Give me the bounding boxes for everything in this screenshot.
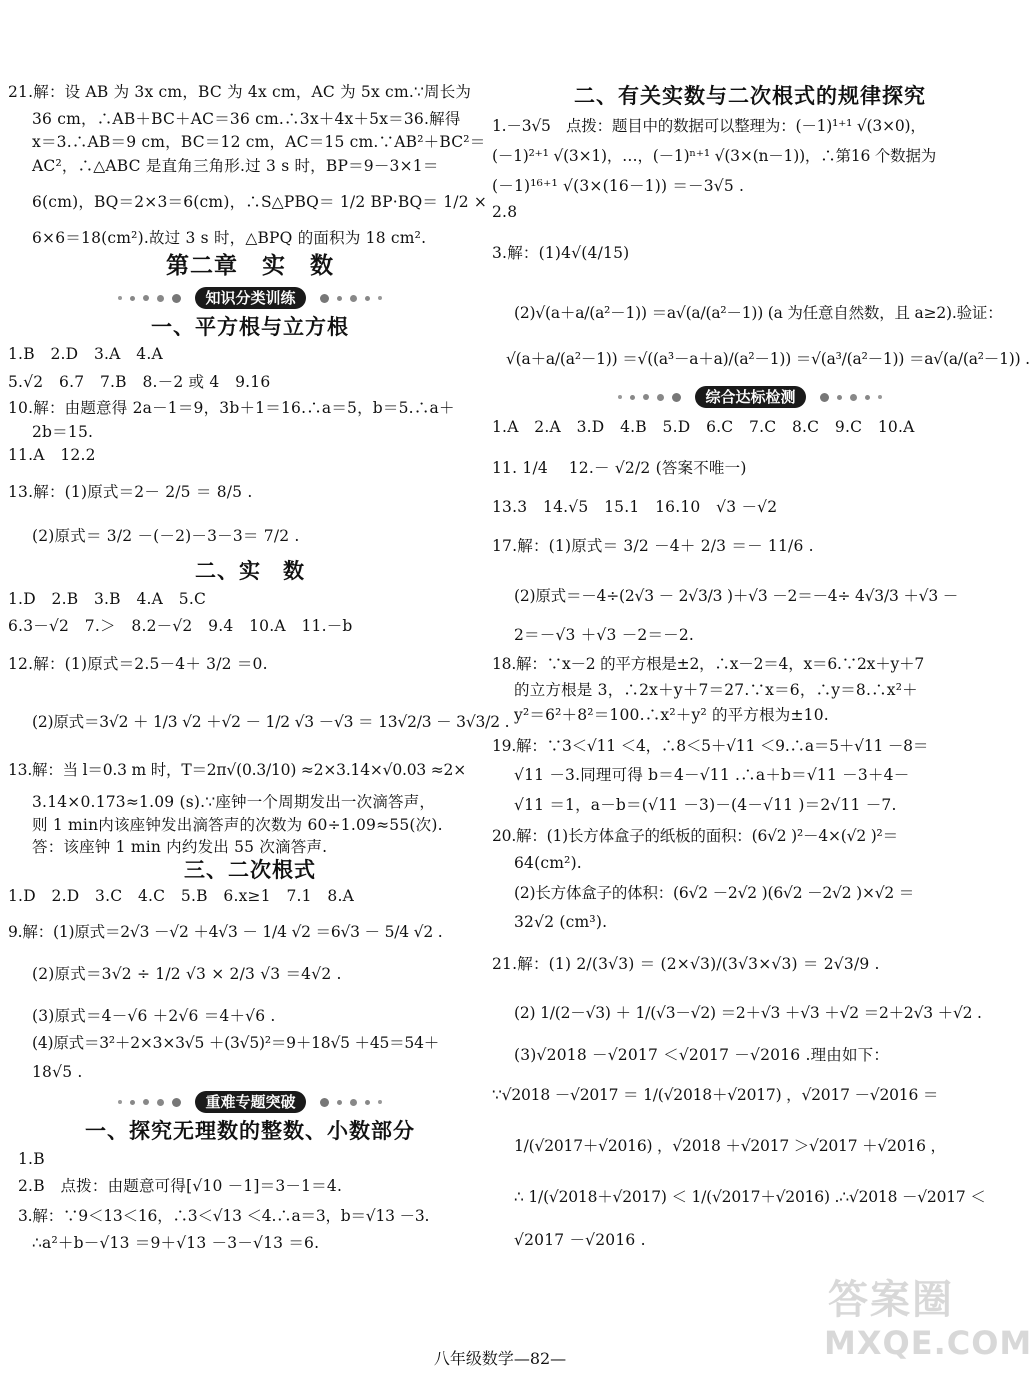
text-line: 17.解：(1)原式＝ 3/2 －4＋ 2/3 ＝－ 11/6 . <box>492 537 814 555</box>
text-line: 19.解：∵3＜√11 ＜4，∴8＜5＋√11 ＜9.∴a＝5＋√11 －8＝ <box>492 737 929 755</box>
chapter-title: 第二章 实 数 <box>166 253 334 279</box>
text-line: 1.D 2.B 3.B 4.A 5.C <box>8 590 207 608</box>
text-line: 13.3 14.√5 15.1 16.10 √3 －√2 <box>492 498 778 516</box>
banner-label: 综合达标检测 <box>695 386 805 408</box>
text-line: 36 cm，∴AB＋BC＋AC＝36 cm.∴3x＋4x＋5x＝36.解得 <box>32 110 461 128</box>
text-line: 6(cm)，BQ＝2×3＝6(cm)，∴S△PBQ＝ 1/2 BP·BQ＝ 1/2 × <box>32 193 488 211</box>
text-line: 2＝－√3 ＋√3 －2＝－2. <box>514 626 695 644</box>
decorative-dots <box>118 1098 181 1107</box>
watermark <box>818 1268 1032 1368</box>
text-line: 1/(√2017＋√2016) ，√2018 ＋√2017 ＞√2017 ＋√2016 ， <box>514 1137 946 1155</box>
text-line: √(a＋a/(a²－1)) ＝√((a³－a＋a)/(a²－1)) ＝√(a³/(a²－1)) ＝a√(a/(a²－1)) . <box>506 350 1030 368</box>
text-line: 2b＝15. <box>32 423 94 441</box>
text-line: ∴a²＋b－√13 ＝9＋√13 －3－√13 ＝6. <box>32 1234 320 1252</box>
watermark-url: MXQE.COM <box>824 1324 1032 1362</box>
text-line: 1.D 2.D 3.C 4.C 5.B 6.x≥1 7.1 8.A <box>8 887 355 905</box>
text-line: 2.B 点拨：由题意可得[√10 －1]＝3－1＝4. <box>18 1177 343 1195</box>
text-line: 的立方根是 3，∴2x＋y＋7＝27.∵x＝6，∴y＝8.∴x²＋ <box>514 681 918 699</box>
text-line: (2)原式＝3√2 ÷ 1/2 √3 × 2/3 √3 ＝4√2 . <box>32 965 342 983</box>
text-line: (2)原式＝－4÷(2√3 － 2√3/3 )＋√3 －2＝－4÷ 4√3/3 ＋√3 － <box>514 587 959 605</box>
decorative-dots <box>618 393 681 402</box>
text-line: 1.B <box>18 1150 45 1168</box>
text-line: (2) 1/(2－√3) ＋ 1/(√3－√2) ＝2＋√3 ＋√3 ＋√2 ＝2＋2√3 ＋√2 . <box>514 1004 982 1022</box>
section-banner <box>0 1091 500 1113</box>
text-line: 11. 1/4 12.－ √2/2 (答案不唯一) <box>492 459 747 477</box>
text-line: 21.解：设 AB 为 3x cm，BC 为 4x cm，AC 为 5x cm.∵周长为 <box>8 83 472 101</box>
section-banner <box>500 386 1000 408</box>
text-line: 9.解：(1)原式＝2√3 －√2 ＋4√3 － 1/4 √2 ＝6√3 － 5/4 √2 . <box>8 923 443 941</box>
section-title: 三、二次根式 <box>184 858 316 882</box>
text-line: 13.解：(1)原式＝2－ 2/5 ＝ 8/5 . <box>8 483 253 501</box>
text-line: 1.A 2.A 3.D 4.B 5.D 6.C 7.C 8.C 9.C 10.A <box>492 418 915 436</box>
text-line: 2.8 <box>492 203 518 221</box>
watermark-logo: 答案圈 <box>828 1277 954 1323</box>
section-title: 一、探究无理数的整数、小数部分 <box>85 1119 415 1143</box>
text-line: √11 ＝1，a－b＝(√11 －3)－(4－√11 )＝2√11 －7. <box>514 796 897 814</box>
section-title: 二、实 数 <box>195 559 305 583</box>
text-line: 则 1 min内该座钟发出滴答声的次数为 60÷1.09≈55(次). <box>32 816 443 834</box>
text-line: AC²，∴△ABC 是直角三角形.过 3 s 时，BP＝9－3×1＝ <box>32 157 439 175</box>
text-line: (2)原式＝ 3/2 －(－2)－3－3＝ 7/2 . <box>32 527 300 545</box>
text-line: y²＝6²＋8²＝100.∴x²＋y² 的平方根为±10. <box>514 706 829 724</box>
text-line: 12.解：(1)原式＝2.5－4＋ 3/2 ＝0. <box>8 655 268 673</box>
text-line: (2)长方体盒子的体积：(6√2 －2√2 )(6√2 －2√2 )×√2 ＝ <box>514 884 915 902</box>
text-line: 3.14×0.173≈1.09 (s).∵座钟一个周期发出一次滴答声， <box>32 793 436 811</box>
decorative-dots <box>320 294 382 303</box>
text-line: (2)原式＝3√2 ＋ 1/3 √2 ＋√2 － 1/2 √3 －√3 ＝ 13√2/3 － 3√3/2 . <box>32 713 510 731</box>
text-line: √11 －3.同理可得 b＝4－√11 .∴a＋b＝√11 －3＋4－ <box>514 766 910 784</box>
text-line: ∴ 1/(√2018＋√2017) ＜ 1/(√2017＋√2016) .∴√2018 －√2017 ＜ <box>514 1188 986 1206</box>
text-line: √2017 －√2016 . <box>514 1231 646 1249</box>
text-line: (3)原式＝4－√6 ＋2√6 ＝4＋√6 . <box>32 1007 276 1025</box>
text-line: 6×6＝18(cm²).故过 3 s 时，△BPQ 的面积为 18 cm². <box>32 229 427 247</box>
text-line: 1.B 2.D 3.A 4.A <box>8 345 163 363</box>
banner-label: 知识分类训练 <box>195 287 305 309</box>
section-title: 一、平方根与立方根 <box>151 315 349 339</box>
decorative-dots <box>118 294 181 303</box>
text-line: 3.解：∵9＜13＜16，∴3＜√13 ＜4.∴a＝3，b＝√13 －3. <box>18 1207 430 1225</box>
text-line: (2)√(a＋a/(a²－1)) ＝a√(a/(a²－1)) (a 为任意自然数，且 a≥2).验证： <box>514 304 1003 322</box>
text-line: 6.3－√2 7.＞ 8.2－√2 9.4 10.A 11.－b <box>8 617 353 635</box>
text-line: 11.A 12.2 <box>8 446 96 464</box>
decorative-dots <box>320 1098 382 1107</box>
text-line: 20.解：(1)长方体盒子的纸板的面积：(6√2 )²－4×(√2 )²＝ <box>492 827 898 845</box>
text-line: 21.解：(1) 2/(3√3) ＝ (2×√3)/(3√3×√3) ＝ 2√3/9 . <box>492 955 880 973</box>
section-banner <box>0 287 500 309</box>
text-line: x＝3.∴AB＝9 cm，BC＝12 cm，AC＝15 cm.∵AB²＋BC²＝ <box>32 133 486 151</box>
text-line: 13.解：当 l＝0.3 m 时，T＝2π√(0.3/10) ≈2×3.14×√0.03 ≈2× <box>8 761 467 779</box>
text-line: 3.解：(1)4√(4/15) <box>492 244 630 262</box>
text-line: 32√2 (cm³). <box>514 913 608 931</box>
text-line: 1.－3√5 点拨：题目中的数据可以整理为：(－1)¹⁺¹ √(3×0)， <box>492 117 926 135</box>
text-line: 答：该座钟 1 min 内约发出 55 次滴答声. <box>32 838 328 856</box>
decorative-dots <box>820 393 882 402</box>
text-line: 5.√2 6.7 7.B 8.－2 或 4 9.16 <box>8 373 271 391</box>
text-line: 18√5 . <box>32 1063 83 1081</box>
text-line: 18.解：∵x－2 的平方根是±2，∴x－2＝4，x＝6.∵2x＋y＋7 <box>492 655 925 673</box>
text-line: (3)√2018 －√2017 ＜√2017 －√2016 .理由如下： <box>514 1046 890 1064</box>
text-line: (4)原式＝3²＋2×3×3√5 ＋(3√5)²＝9＋18√5 ＋45＝54＋ <box>32 1034 440 1052</box>
text-line: 64(cm²). <box>514 854 582 872</box>
text-line: 10.解：由题意得 2a－1＝9，3b＋1＝16.∴a＝5，b＝5.∴a＋ <box>8 399 455 417</box>
text-line: (－1)²⁺¹ √(3×1)，…，(－1)ⁿ⁺¹ √(3×(n－1))，∴第16 个数据为 <box>492 147 937 165</box>
section-title: 二、有关实数与二次根式的规律探究 <box>574 84 926 108</box>
text-line: ∵√2018 －√2017 ＝ 1/(√2018＋√2017) ，√2017 －√2016 ＝ <box>492 1086 939 1104</box>
page-footer: 八年级数学—82— <box>433 1349 567 1368</box>
text-line: (－1)¹⁶⁺¹ √(3×(16－1)) ＝－3√5 . <box>492 177 745 195</box>
banner-label: 重难专题突破 <box>195 1091 305 1113</box>
